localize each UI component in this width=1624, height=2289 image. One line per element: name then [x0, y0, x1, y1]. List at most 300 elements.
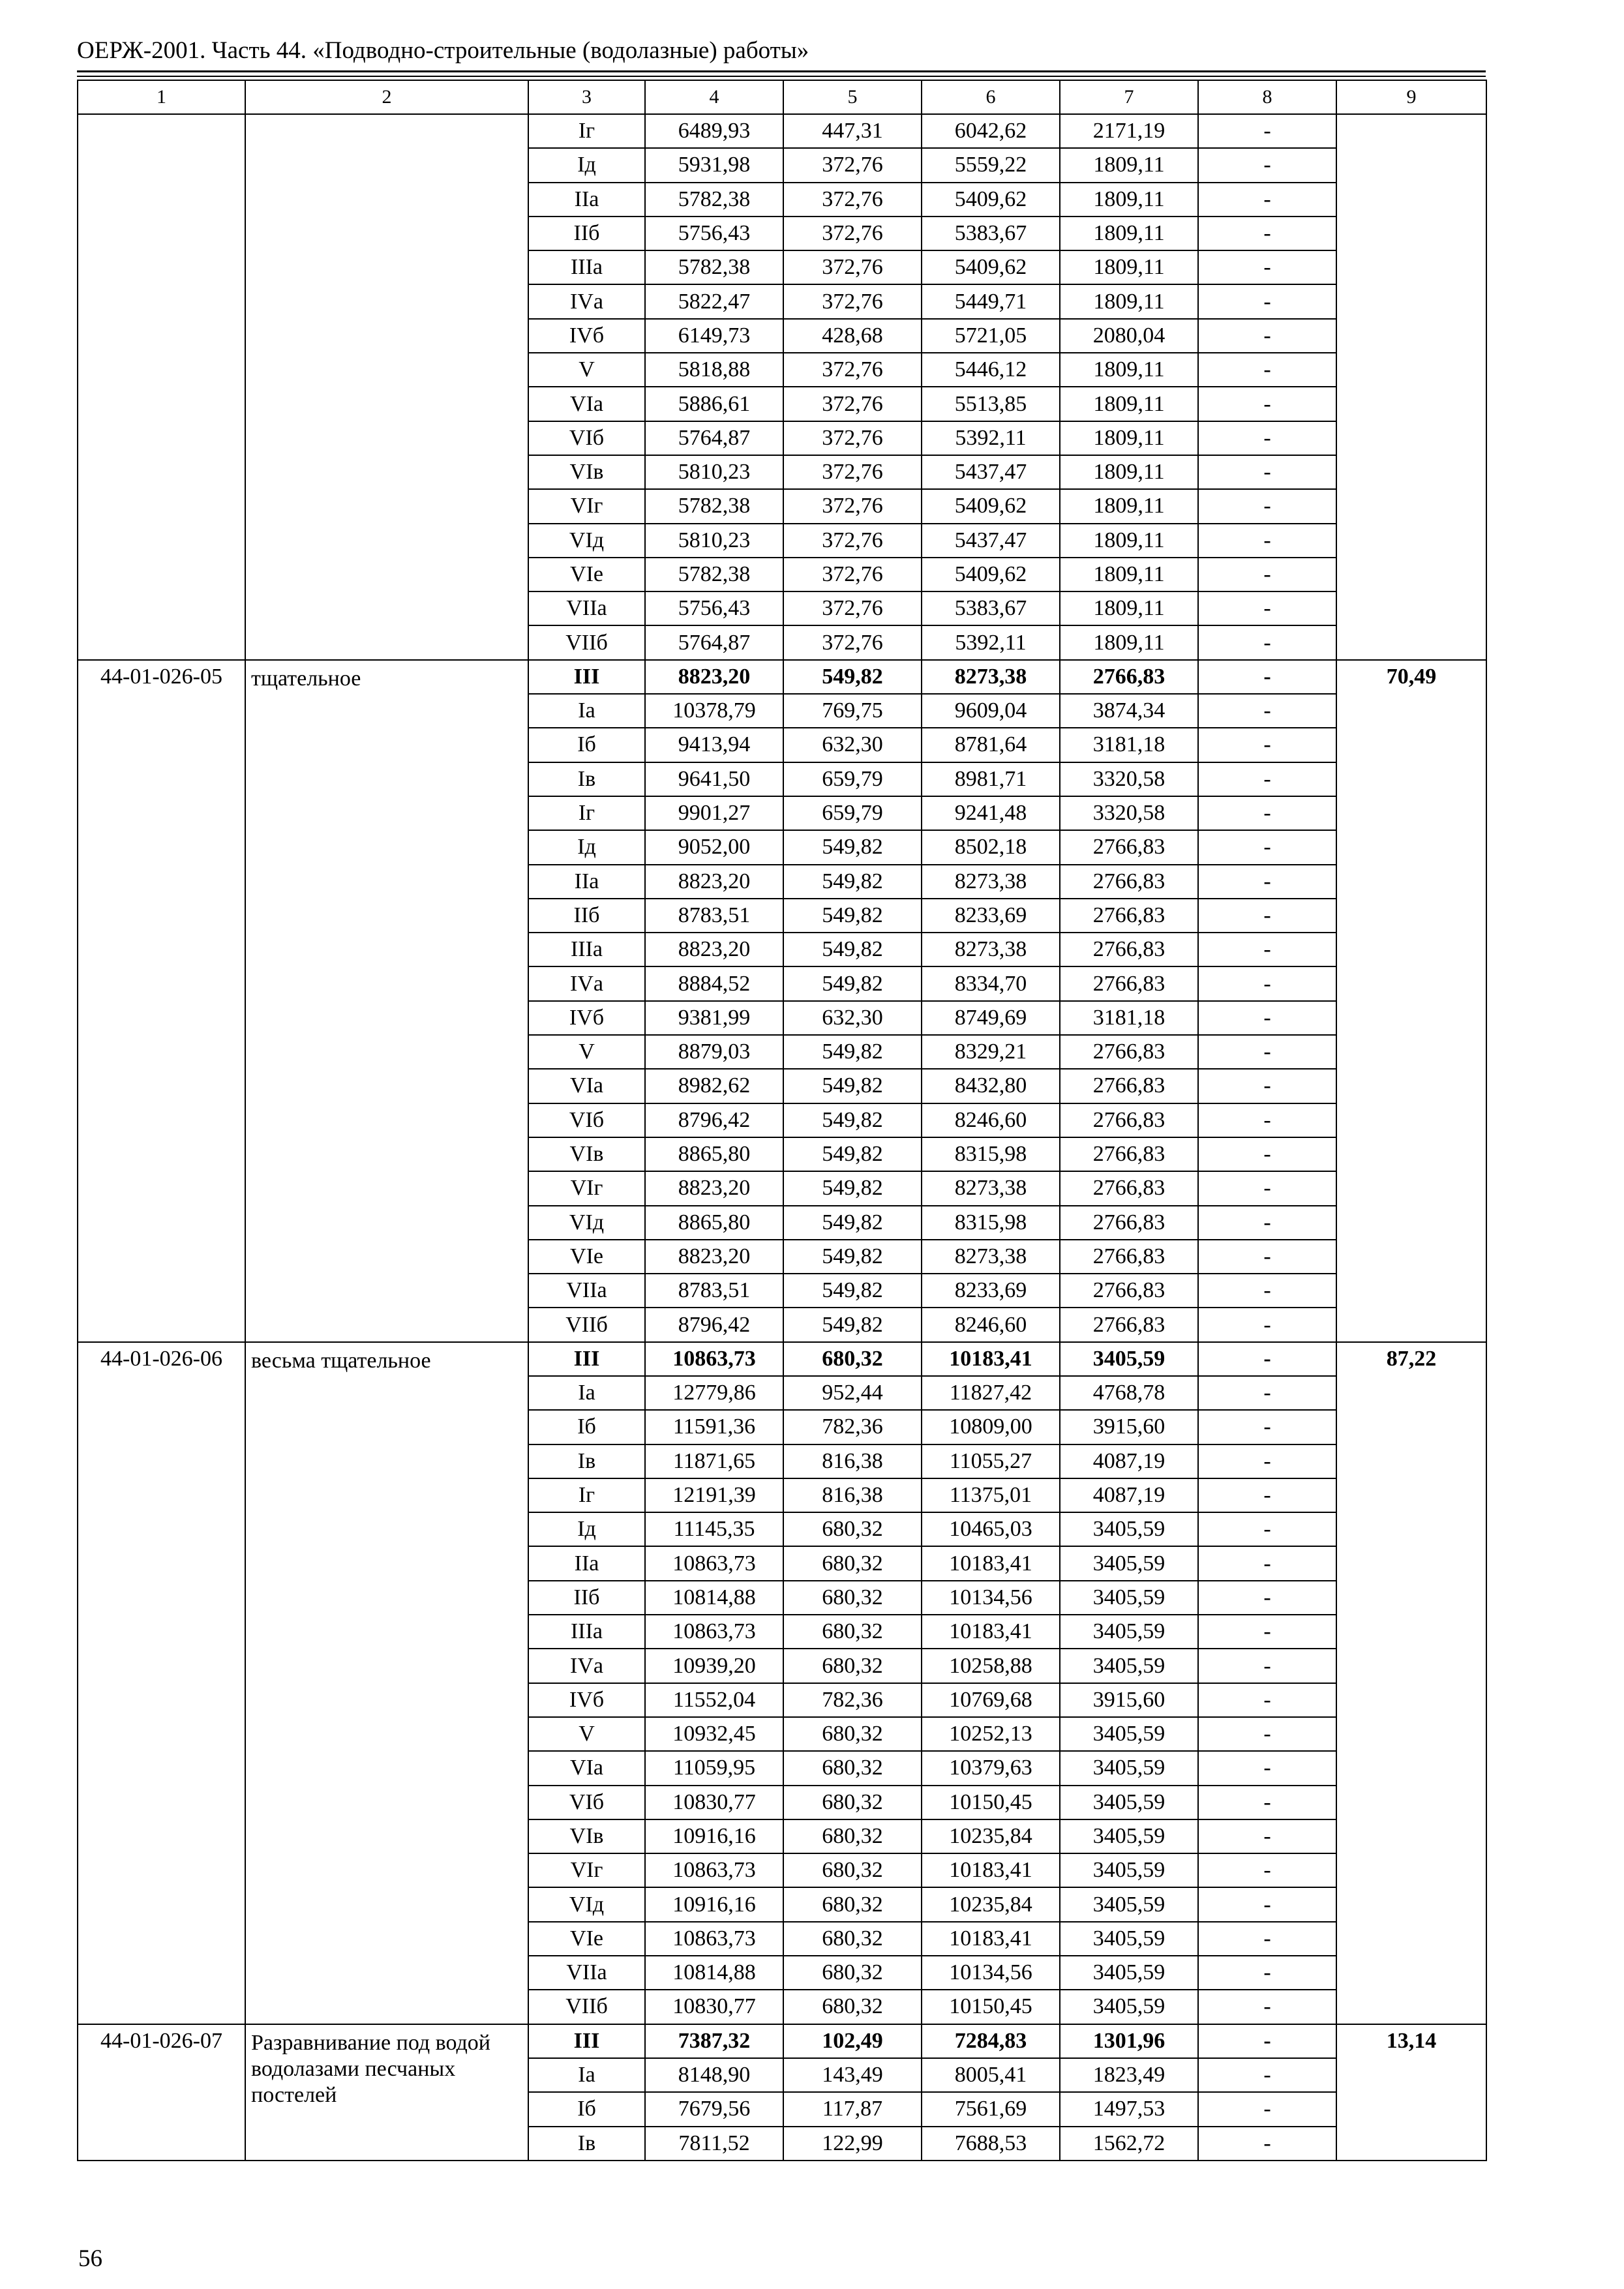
zone-cell: Iа [528, 1376, 645, 1410]
zone-cell: IVб [528, 1001, 645, 1035]
machinist-wages: 1809,11 [1060, 183, 1198, 217]
price-table [77, 80, 1487, 2161]
machines: 5409,62 [922, 489, 1060, 523]
machinist-wages: 2766,83 [1060, 865, 1198, 899]
machines: 10235,84 [922, 1887, 1060, 1921]
materials: - [1198, 1410, 1336, 1444]
zone-cell: Iд [528, 148, 645, 182]
zone-cell: VIе [528, 1922, 645, 1956]
wages: 372,76 [783, 284, 922, 318]
wages: 782,36 [783, 1683, 922, 1717]
total-cost: 6489,93 [645, 114, 783, 148]
wages: 680,32 [783, 1853, 922, 1887]
machinist-wages: 2766,83 [1060, 1137, 1198, 1171]
materials: - [1198, 387, 1336, 421]
materials: - [1198, 217, 1336, 250]
wages: 680,32 [783, 1751, 922, 1785]
wages: 549,82 [783, 865, 922, 899]
machines: 8334,70 [922, 966, 1060, 1000]
zone-cell: VIг [528, 1171, 645, 1205]
materials: - [1198, 591, 1336, 625]
machinist-wages: 2766,83 [1060, 1069, 1198, 1103]
wages: 549,82 [783, 1137, 922, 1171]
table-row [78, 114, 1486, 148]
labor-index: 70,49 [1336, 660, 1486, 1342]
wages: 117,87 [783, 2092, 922, 2126]
materials: - [1198, 1444, 1336, 1478]
machinist-wages: 1497,53 [1060, 2092, 1198, 2126]
wages: 816,38 [783, 1478, 922, 1512]
machines: 8005,41 [922, 2058, 1060, 2092]
work-name: тщательное [245, 660, 528, 1342]
zone-cell: IIб [528, 1581, 645, 1615]
total-cost: 10863,73 [645, 1853, 783, 1887]
labor-index: 87,22 [1336, 1342, 1486, 2024]
zone-cell: VIIб [528, 1308, 645, 1341]
machines: 8749,69 [922, 1001, 1060, 1035]
materials: - [1198, 933, 1336, 966]
machines: 10258,88 [922, 1649, 1060, 1683]
total-cost: 10916,16 [645, 1819, 783, 1853]
column-number-row [78, 80, 1486, 114]
materials: - [1198, 2024, 1336, 2058]
zone-cell: Iб [528, 728, 645, 762]
total-cost: 6149,73 [645, 319, 783, 353]
machinist-wages: 1823,49 [1060, 2058, 1198, 2092]
machines: 10134,56 [922, 1956, 1060, 1990]
zone-cell: IIа [528, 1546, 645, 1580]
total-cost: 8783,51 [645, 899, 783, 933]
total-cost: 5756,43 [645, 591, 783, 625]
materials: - [1198, 353, 1336, 387]
total-cost: 10378,79 [645, 694, 783, 728]
wages: 680,32 [783, 1819, 922, 1853]
machinist-wages: 3405,59 [1060, 1342, 1198, 1376]
materials: - [1198, 762, 1336, 796]
total-cost: 5810,23 [645, 524, 783, 558]
total-cost: 5764,87 [645, 421, 783, 455]
wages: 680,32 [783, 1615, 922, 1649]
materials: - [1198, 660, 1336, 694]
wages: 372,76 [783, 148, 922, 182]
wages: 549,82 [783, 1274, 922, 1308]
machinist-wages: 4768,78 [1060, 1376, 1198, 1410]
machines: 10183,41 [922, 1853, 1060, 1887]
wages: 680,32 [783, 1956, 922, 1990]
machines: 10150,45 [922, 1786, 1060, 1819]
machinist-wages: 4087,19 [1060, 1478, 1198, 1512]
zone-cell: IVб [528, 319, 645, 353]
table-row [78, 660, 1486, 694]
total-cost: 7387,32 [645, 2024, 783, 2058]
wages: 659,79 [783, 796, 922, 830]
zone-cell: Iв [528, 1444, 645, 1478]
zone-cell: VIIа [528, 1274, 645, 1308]
zone-cell: V [528, 353, 645, 387]
zone-cell: Iа [528, 2058, 645, 2092]
wages: 372,76 [783, 183, 922, 217]
zone-cell: Iб [528, 1410, 645, 1444]
total-cost: 10863,73 [645, 1546, 783, 1580]
machines: 5392,11 [922, 625, 1060, 659]
materials: - [1198, 250, 1336, 284]
rate-code: 44-01-026-05 [78, 660, 245, 1342]
zone-cell: Iг [528, 114, 645, 148]
machinist-wages: 1809,11 [1060, 217, 1198, 250]
zone-cell: Iв [528, 762, 645, 796]
machinist-wages: 3405,59 [1060, 1717, 1198, 1751]
total-cost: 5764,87 [645, 625, 783, 659]
wages: 680,32 [783, 1512, 922, 1546]
machinist-wages: 3405,59 [1060, 1853, 1198, 1887]
wages: 549,82 [783, 966, 922, 1000]
wages: 372,76 [783, 591, 922, 625]
machines: 8273,38 [922, 1171, 1060, 1205]
zone-cell: IVа [528, 284, 645, 318]
total-cost: 5886,61 [645, 387, 783, 421]
machinist-wages: 2766,83 [1060, 899, 1198, 933]
zone-cell: IIIа [528, 933, 645, 966]
zone-cell: VIа [528, 1751, 645, 1785]
materials: - [1198, 694, 1336, 728]
machinist-wages: 3405,59 [1060, 1546, 1198, 1580]
wages: 143,49 [783, 2058, 922, 2092]
wages: 372,76 [783, 524, 922, 558]
machinist-wages: 2080,04 [1060, 319, 1198, 353]
table-row [78, 1342, 1486, 1376]
column-header: 3 [528, 80, 645, 114]
zone-cell: VIе [528, 558, 645, 591]
machinist-wages: 2766,83 [1060, 1308, 1198, 1341]
machinist-wages: 2766,83 [1060, 933, 1198, 966]
machines: 10183,41 [922, 1546, 1060, 1580]
wages: 680,32 [783, 1786, 922, 1819]
zone-cell: IIа [528, 865, 645, 899]
total-cost: 7679,56 [645, 2092, 783, 2126]
total-cost: 8982,62 [645, 1069, 783, 1103]
machinist-wages: 1809,11 [1060, 421, 1198, 455]
total-cost: 5822,47 [645, 284, 783, 318]
total-cost: 10863,73 [645, 1342, 783, 1376]
materials: - [1198, 1206, 1336, 1240]
total-cost: 8823,20 [645, 1171, 783, 1205]
machines: 8432,80 [922, 1069, 1060, 1103]
zone-cell: VIд [528, 1887, 645, 1921]
rate-code [78, 114, 245, 660]
zone-cell: VIа [528, 387, 645, 421]
total-cost: 11871,65 [645, 1444, 783, 1478]
materials: - [1198, 1512, 1336, 1546]
total-cost: 10863,73 [645, 1922, 783, 1956]
total-cost: 12191,39 [645, 1478, 783, 1512]
machinist-wages: 1809,11 [1060, 387, 1198, 421]
zone-cell: IIIа [528, 250, 645, 284]
materials: - [1198, 1887, 1336, 1921]
machines: 8233,69 [922, 899, 1060, 933]
total-cost: 9641,50 [645, 762, 783, 796]
machines: 8329,21 [922, 1035, 1060, 1069]
zone-cell: VIд [528, 524, 645, 558]
materials: - [1198, 1376, 1336, 1410]
wages: 680,32 [783, 1581, 922, 1615]
wages: 549,82 [783, 1308, 922, 1341]
materials: - [1198, 1035, 1336, 1069]
machines: 5513,85 [922, 387, 1060, 421]
zone-cell: VIе [528, 1240, 645, 1274]
zone-cell: VIб [528, 1103, 645, 1137]
zone-cell: Iд [528, 830, 645, 864]
machinist-wages: 3405,59 [1060, 1649, 1198, 1683]
total-cost: 8865,80 [645, 1206, 783, 1240]
column-header: 7 [1060, 80, 1198, 114]
wages: 782,36 [783, 1410, 922, 1444]
machinist-wages: 1809,11 [1060, 148, 1198, 182]
wages: 372,76 [783, 489, 922, 523]
machinist-wages: 3915,60 [1060, 1683, 1198, 1717]
materials: - [1198, 319, 1336, 353]
wages: 372,76 [783, 353, 922, 387]
total-cost: 5818,88 [645, 353, 783, 387]
materials: - [1198, 1478, 1336, 1512]
work-name: Разравнивание под водой водолазами песчаных постелей [245, 2024, 528, 2161]
header-rule-thick [77, 70, 1486, 72]
machinist-wages: 4087,19 [1060, 1444, 1198, 1478]
machinist-wages: 2766,83 [1060, 1274, 1198, 1308]
machinist-wages: 3405,59 [1060, 1512, 1198, 1546]
machines: 5437,47 [922, 524, 1060, 558]
wages: 680,32 [783, 1717, 922, 1751]
machinist-wages: 2766,83 [1060, 660, 1198, 694]
machinist-wages: 3181,18 [1060, 1001, 1198, 1035]
machinist-wages: 1809,11 [1060, 558, 1198, 591]
machines: 10465,03 [922, 1512, 1060, 1546]
zone-cell: Iб [528, 2092, 645, 2126]
zone-cell: Iг [528, 1478, 645, 1512]
column-header: 8 [1198, 80, 1336, 114]
materials: - [1198, 1990, 1336, 2024]
materials: - [1198, 1922, 1336, 1956]
header-rule-thin [77, 76, 1486, 77]
rate-code: 44-01-026-06 [78, 1342, 245, 2024]
wages: 372,76 [783, 625, 922, 659]
machinist-wages: 2766,83 [1060, 1240, 1198, 1274]
total-cost: 8823,20 [645, 660, 783, 694]
wages: 549,82 [783, 933, 922, 966]
total-cost: 10939,20 [645, 1649, 783, 1683]
zone-cell: Iв [528, 2127, 645, 2161]
materials: - [1198, 899, 1336, 933]
wages: 102,49 [783, 2024, 922, 2058]
zone-cell: VIг [528, 1853, 645, 1887]
machines: 6042,62 [922, 114, 1060, 148]
materials: - [1198, 524, 1336, 558]
machinist-wages: 1562,72 [1060, 2127, 1198, 2161]
machines: 9609,04 [922, 694, 1060, 728]
machines: 10183,41 [922, 1922, 1060, 1956]
materials: - [1198, 489, 1336, 523]
wages: 769,75 [783, 694, 922, 728]
zone-cell: IIа [528, 183, 645, 217]
materials: - [1198, 114, 1336, 148]
wages: 549,82 [783, 1206, 922, 1240]
machinist-wages: 1809,11 [1060, 591, 1198, 625]
materials: - [1198, 2127, 1336, 2161]
machines: 8781,64 [922, 728, 1060, 762]
wages: 816,38 [783, 1444, 922, 1478]
machines: 8981,71 [922, 762, 1060, 796]
machines: 5383,67 [922, 217, 1060, 250]
machinist-wages: 3405,59 [1060, 1786, 1198, 1819]
zone-cell: IVа [528, 966, 645, 1000]
wages: 549,82 [783, 899, 922, 933]
machines: 11375,01 [922, 1478, 1060, 1512]
machines: 8273,38 [922, 865, 1060, 899]
materials: - [1198, 421, 1336, 455]
machinist-wages: 2766,83 [1060, 1206, 1198, 1240]
column-header: 6 [922, 80, 1060, 114]
zone-cell: IIIа [528, 1615, 645, 1649]
machinist-wages: 3405,59 [1060, 1615, 1198, 1649]
total-cost: 8823,20 [645, 933, 783, 966]
machinist-wages: 3405,59 [1060, 1751, 1198, 1785]
zone-cell: VIб [528, 1786, 645, 1819]
materials: - [1198, 183, 1336, 217]
wages: 372,76 [783, 387, 922, 421]
materials: - [1198, 1717, 1336, 1751]
machines: 5559,22 [922, 148, 1060, 182]
machinist-wages: 3320,58 [1060, 796, 1198, 830]
materials: - [1198, 1853, 1336, 1887]
materials: - [1198, 1546, 1336, 1580]
wages: 428,68 [783, 319, 922, 353]
machinist-wages: 3320,58 [1060, 762, 1198, 796]
machines: 10183,41 [922, 1342, 1060, 1376]
materials: - [1198, 284, 1336, 318]
machinist-wages: 2766,83 [1060, 1103, 1198, 1137]
machinist-wages: 2766,83 [1060, 1171, 1198, 1205]
total-cost: 8879,03 [645, 1035, 783, 1069]
machines: 10235,84 [922, 1819, 1060, 1853]
machinist-wages: 3405,59 [1060, 1887, 1198, 1921]
materials: - [1198, 558, 1336, 591]
work-name [245, 114, 528, 660]
machinist-wages: 1809,11 [1060, 489, 1198, 523]
wages: 549,82 [783, 830, 922, 864]
zone-cell: IVа [528, 1649, 645, 1683]
machinist-wages: 1809,11 [1060, 353, 1198, 387]
zone-cell: VIIа [528, 1956, 645, 1990]
machinist-wages: 2766,83 [1060, 830, 1198, 864]
materials: - [1198, 1956, 1336, 1990]
materials: - [1198, 830, 1336, 864]
machines: 10769,68 [922, 1683, 1060, 1717]
column-header: 4 [645, 80, 783, 114]
materials: - [1198, 1240, 1336, 1274]
machines: 10134,56 [922, 1581, 1060, 1615]
wages: 680,32 [783, 1546, 922, 1580]
materials: - [1198, 2058, 1336, 2092]
machinist-wages: 2766,83 [1060, 966, 1198, 1000]
total-cost: 8865,80 [645, 1137, 783, 1171]
zone-cell: Iд [528, 1512, 645, 1546]
machines: 10150,45 [922, 1990, 1060, 2024]
zone-cell: Iг [528, 796, 645, 830]
rate-code: 44-01-026-07 [78, 2024, 245, 2161]
machines: 11827,42 [922, 1376, 1060, 1410]
machinist-wages: 3405,59 [1060, 1956, 1198, 1990]
materials: - [1198, 1819, 1336, 1853]
materials: - [1198, 1786, 1336, 1819]
machinist-wages: 3915,60 [1060, 1410, 1198, 1444]
machinist-wages: 1809,11 [1060, 625, 1198, 659]
materials: - [1198, 966, 1336, 1000]
total-cost: 8796,42 [645, 1308, 783, 1341]
total-cost: 8148,90 [645, 2058, 783, 2092]
wages: 549,82 [783, 1171, 922, 1205]
labor-index: 13,14 [1336, 2024, 1486, 2161]
machines: 8273,38 [922, 660, 1060, 694]
machinist-wages: 3874,34 [1060, 694, 1198, 728]
machines: 8502,18 [922, 830, 1060, 864]
materials: - [1198, 455, 1336, 489]
total-cost: 8884,52 [645, 966, 783, 1000]
machines: 5392,11 [922, 421, 1060, 455]
machines: 7561,69 [922, 2092, 1060, 2126]
total-cost: 9381,99 [645, 1001, 783, 1035]
materials: - [1198, 1342, 1336, 1376]
machines: 8246,60 [922, 1103, 1060, 1137]
materials: - [1198, 1649, 1336, 1683]
machines: 5409,62 [922, 183, 1060, 217]
total-cost: 5782,38 [645, 183, 783, 217]
page-number: 56 [78, 2245, 102, 2272]
total-cost: 12779,86 [645, 1376, 783, 1410]
work-name: весьма тщательное [245, 1342, 528, 2024]
wages: 549,82 [783, 1103, 922, 1137]
machines: 8233,69 [922, 1274, 1060, 1308]
materials: - [1198, 1308, 1336, 1341]
wages: 372,76 [783, 558, 922, 591]
wages: 952,44 [783, 1376, 922, 1410]
machines: 8273,38 [922, 1240, 1060, 1274]
total-cost: 11591,36 [645, 1410, 783, 1444]
column-header: 9 [1336, 80, 1486, 114]
total-cost: 5756,43 [645, 217, 783, 250]
wages: 549,82 [783, 660, 922, 694]
zone-cell: IIб [528, 217, 645, 250]
total-cost: 5782,38 [645, 489, 783, 523]
wages: 549,82 [783, 1240, 922, 1274]
wages: 549,82 [783, 1069, 922, 1103]
machines: 8315,98 [922, 1206, 1060, 1240]
machinist-wages: 3405,59 [1060, 1819, 1198, 1853]
machines: 5383,67 [922, 591, 1060, 625]
machinist-wages: 1809,11 [1060, 250, 1198, 284]
materials: - [1198, 1683, 1336, 1717]
materials: - [1198, 728, 1336, 762]
machines: 8246,60 [922, 1308, 1060, 1341]
total-cost: 5810,23 [645, 455, 783, 489]
machinist-wages: 1809,11 [1060, 284, 1198, 318]
wages: 680,32 [783, 1342, 922, 1376]
total-cost: 11552,04 [645, 1683, 783, 1717]
wages: 680,32 [783, 1922, 922, 1956]
total-cost: 8823,20 [645, 865, 783, 899]
machines: 5449,71 [922, 284, 1060, 318]
total-cost: 9901,27 [645, 796, 783, 830]
machines: 9241,48 [922, 796, 1060, 830]
wages: 632,30 [783, 728, 922, 762]
